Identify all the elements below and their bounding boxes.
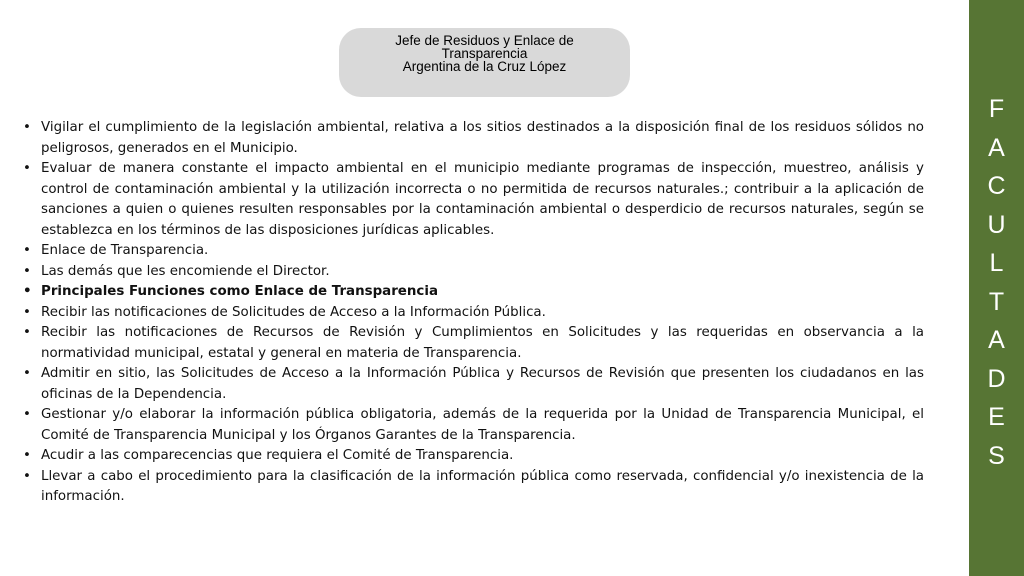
sidebar-letter: C — [987, 172, 1006, 200]
sidebar-letter: L — [989, 249, 1004, 277]
list-item: • Admitir en sitio, las Solicitudes de Acceso a la Información Pública y Recursos de Revisión que presenten los ciudadanos en las oficinas de la Dependencia. — [22, 364, 924, 405]
sidebar-letters — [969, 90, 1024, 475]
sidebar-letter: U — [987, 210, 1006, 239]
sidebar-letter: F — [988, 95, 1005, 123]
title-box — [339, 28, 630, 97]
list-item: • Acudir a las comparecencias que requiera el Comité de Transparencia. — [22, 446, 924, 467]
title-line-1: Jefe de Residuos y Enlace de Transparencia — [395, 33, 574, 61]
list-item: • Enlace de Transparencia. — [22, 241, 924, 262]
sidebar-letter: T — [988, 287, 1005, 316]
sidebar-letter: A — [988, 133, 1005, 162]
list-item: • Recibir las notificaciones de Solicitudes de Acceso a la Información Pública. — [22, 303, 924, 324]
list-item: • Gestionar y/o elaborar la información pública obligatoria, además de la requerida por la Unidad de Transparencia Municipal, el Comité de Transparencia Municipal y los Órganos Garantes de la Transparencia. — [22, 405, 924, 446]
sidebar-letter: S — [988, 441, 1005, 470]
list-item: • Llevar a cabo el procedimiento para la clasificación de la información pública como reservada, confidencial y/o inexistencia de la información. — [22, 467, 924, 508]
sidebar-letter: E — [988, 403, 1005, 431]
functions-list-container — [22, 118, 924, 508]
list-item: • Recibir las notificaciones de Recursos de Revisión y Cumplimientos en Solicitudes y las requeridas en observancia a la normatividad municipal, estatal y general en materia de Transparencia. — [22, 323, 924, 364]
functions-list — [22, 118, 924, 508]
title-line-2: Argentina de la Cruz López — [402, 59, 567, 74]
list-item: • Vigilar el cumplimiento de la legislación ambiental, relativa a los sitios destinados a la disposición final de los residuos sólidos no peligrosos, generados en el Municipio. — [22, 118, 924, 159]
facultades-sidebar — [969, 0, 1024, 576]
sidebar-letter: A — [988, 326, 1005, 354]
list-item: • Evaluar de manera constante el impacto ambiental en el municipio mediante programas de inspección, muestreo, análisis y control de contaminación ambiental y la utilización incorrecta o no permitida de recursos naturales.; contribuir a la aplicación de sanciones a quien o quienes resulten responsables por la contaminación ambiental o desperdicio de recursos naturales, según se establezca en los términos de las disposiciones jurídicas aplicables. — [22, 159, 924, 241]
sidebar-letter: D — [987, 364, 1006, 393]
list-item: • Las demás que les encomiende el Director. — [22, 262, 924, 283]
list-item-heading: • Principales Funciones como Enlace de Transparencia — [22, 282, 924, 303]
